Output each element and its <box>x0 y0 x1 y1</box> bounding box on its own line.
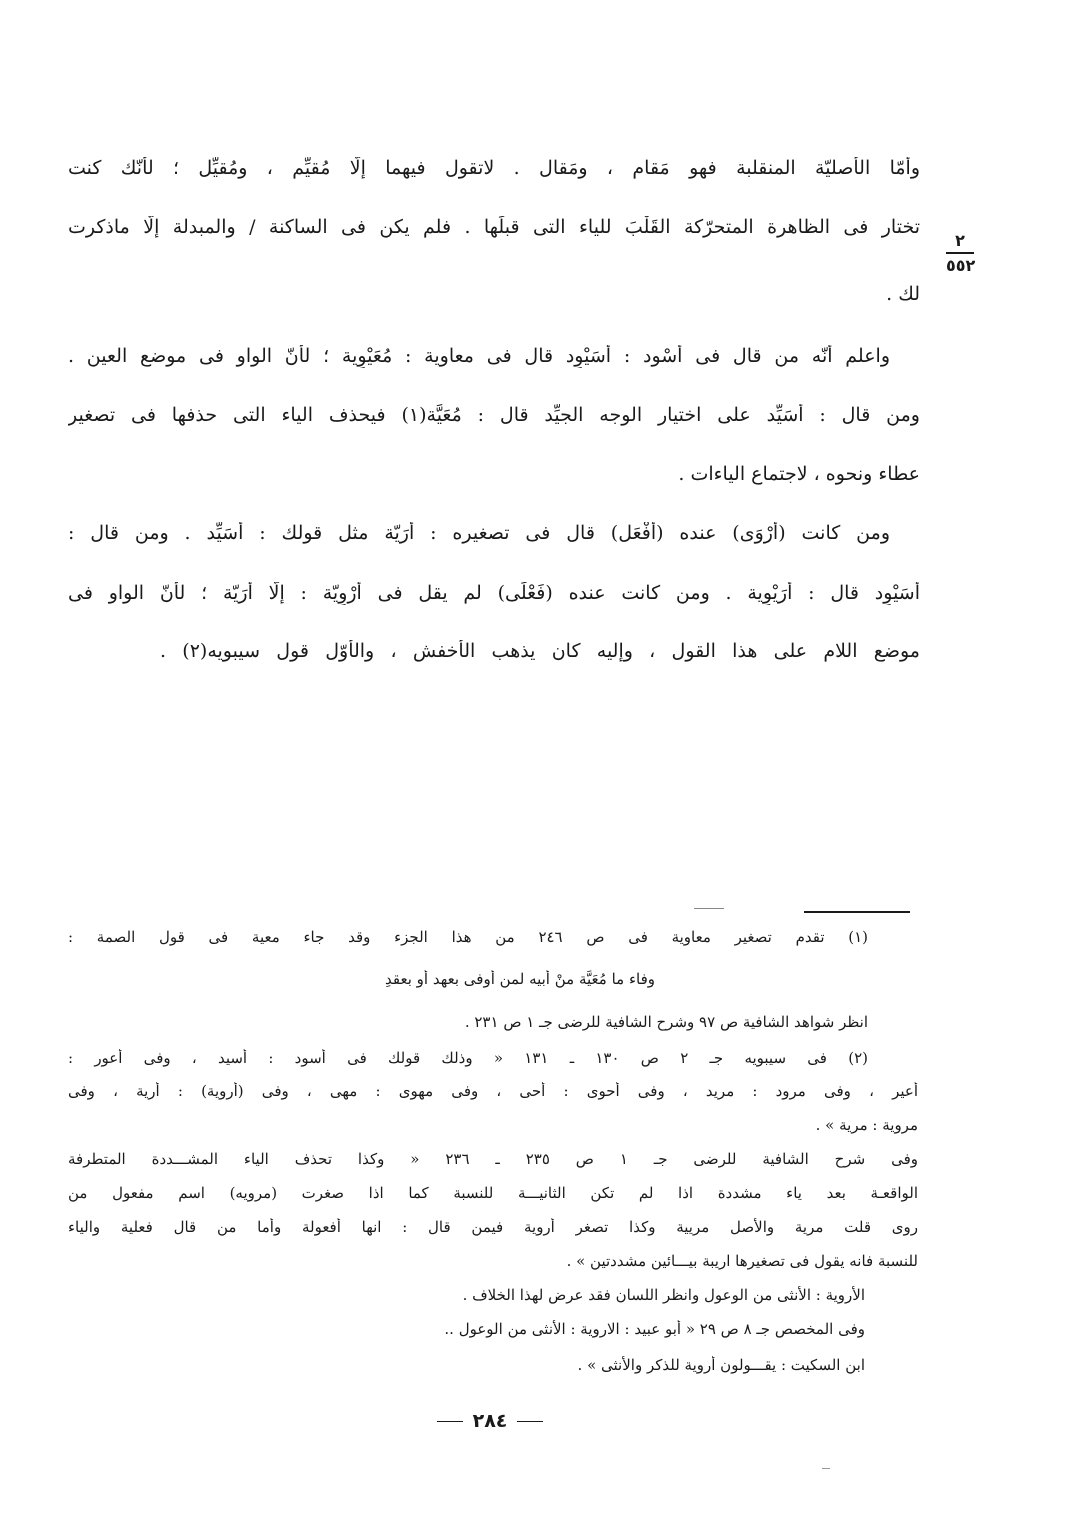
page-number-value: ٢٨٤ <box>472 1410 508 1432</box>
body-line: ومن قال : أُسَيِّد على اختيار الوجه الجيِّد قال : مُعَيَّة(١) فيحذف الياء التى حذفها فى تصغير <box>68 404 920 426</box>
footnote-verse: وفاء ما مُعَيَّة منْ أَبيه لمن أوفى بعهد أَو بعقدِ <box>385 970 655 988</box>
scan-speck <box>822 1468 830 1469</box>
footnote-line: انظر شواهد الشافية ص ٩٧ وشرح الشافية للرضى جـ ١ ص ٢٣١ . <box>464 1013 868 1031</box>
body-line: عطاء ونحوه ، لاجتماع الياءات . <box>678 463 920 485</box>
body-line: تختار فى الظاهرة المتحرّكة القَلْبَ للياء التى قبلَها . فلم يكن فى الساكنة / والمبدلة إلّا ماذكرت <box>68 216 920 238</box>
page-number-dash-left <box>437 1421 463 1422</box>
body-line: موضع اللام على هذا القول ، وإليه كان يذهب الأَخفش ، والأَوّل قول سيبويه(٢) . <box>160 640 920 662</box>
page-number-dash-right <box>517 1421 543 1422</box>
footnote-line: الواقعـة بعد ياء مشددة اذا لم تكن الثانيـــة للنسبة كما اذا صغرت (مرويه) اسم مفعول من <box>68 1184 918 1202</box>
margin-reference-bottom: ٥٥٢ <box>946 256 976 275</box>
faint-rule <box>694 908 724 909</box>
footnote-line: أعير ، وفى مرود : مريد ، وفى أحوى : أحى ، وفى مهوى : مهى ، وفى (أروية) : أرية ، وفى <box>68 1082 918 1100</box>
body-line: ومن كانت (أَرْوَى) عنده (أَفْعَل) قال فى تصغيره : أُرَيّة مثل قولك : أُسَيِّد . ومن قال : <box>68 522 890 544</box>
footnote-line: (١) تقدم تصغير معاوية فى ص ٢٤٦ من هذا الجزء وقد جاء معية فى قول الصمة : <box>68 928 868 946</box>
footnote-line: ابن السكيت : يقـــولون أروية للذكر والأنثى » . <box>577 1356 865 1374</box>
body-line: واعلم أنّه من قال فى أَسْود : أُسَيْوِد قال فى معاوية : مُعَيْوِية ؛ لأنّ الواو فى موضع العين . <box>68 345 890 367</box>
footnote-separator <box>804 911 910 913</box>
margin-reference-divider <box>946 252 974 254</box>
page-number <box>420 1410 560 1432</box>
footnote-line: (٢) فى سيبويه جـ ٢ ص ١٣٠ ـ ١٣١ « وذلك قولك فى أسود : أسيد ، وفى أعور : <box>68 1049 868 1067</box>
body-line: وأمّا الأَصليّة المنقلبة فهو مَقام ، ومَقال . لاتقول فيهما إلّا مُقيِّم ، ومُقيِّل ؛ لأنّك كنت <box>68 157 920 179</box>
footnote-line: الأروية : الأنثى من الوعول وانظر اللسان فقد عرض لهذا الخلاف . <box>462 1286 865 1304</box>
footnote-line: مروية : مرية » . <box>815 1116 918 1134</box>
margin-reference <box>946 232 974 275</box>
footnote-line: روى قلت مرية والأصل مريية وكذا تصغر أروية فيمن قال : انها أفعولة وأما من قال فعلية والياء <box>68 1218 918 1236</box>
footnote-line: وفى شرح الشافية للرضى جـ ١ ص ٢٣٥ ـ ٢٣٦ « وكذا تحذف الياء المشـــددة المتطرفة <box>68 1150 918 1168</box>
margin-reference-top: ٢ <box>955 231 965 250</box>
footnote-line: للنسبة فانه يقول فى تصغيرها اريبة بيـــائين مشددتين » . <box>566 1252 918 1270</box>
footnote-line: وفى المخصص جـ ٨ ص ٢٩ « أبو عبيد : الاروية : الأنثى من الوعول .. <box>444 1320 865 1338</box>
body-line: أُسَيْوِد قال : أُرَيْوِية . ومن كانت عنده (فَعْلَى) لم يقل فى أُرْوِيّة : إلّا أُرَيّة ؛ لأنّ الواو فى <box>68 582 920 604</box>
body-line: لك . <box>886 283 920 305</box>
